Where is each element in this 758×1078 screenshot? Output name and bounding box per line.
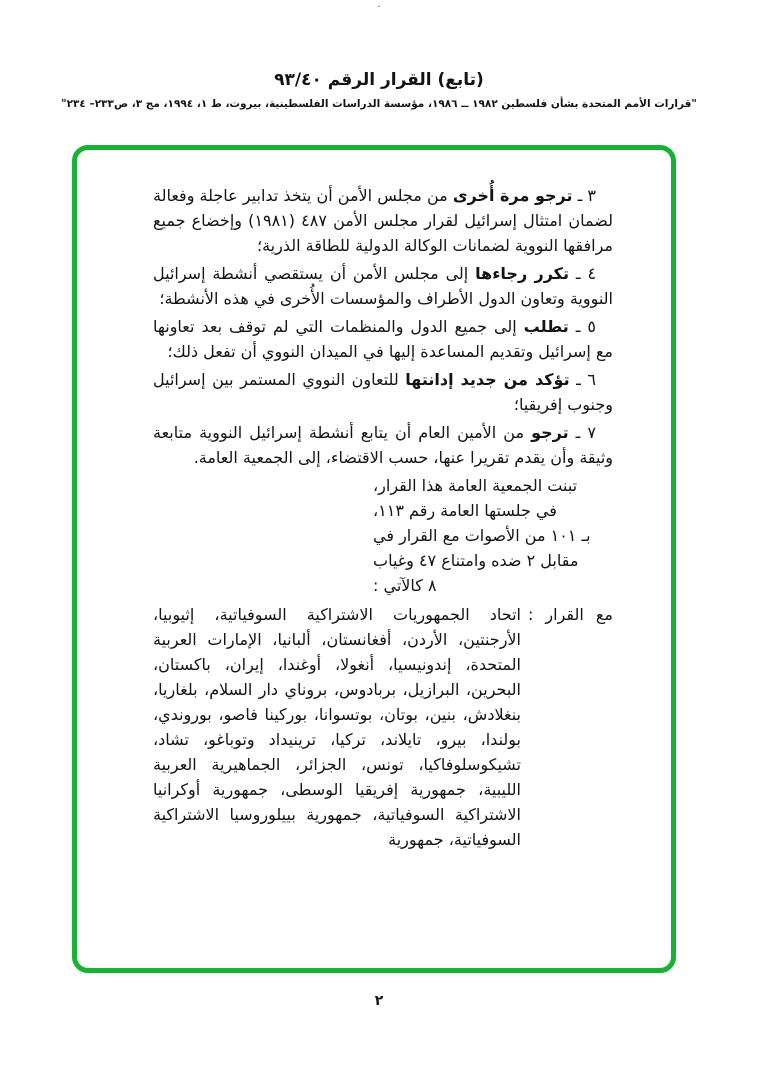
paragraph-3-number: ٣ ـ [572, 186, 596, 205]
paragraph-3-lead: ترجو مرة أُخرى [452, 186, 573, 205]
resolution-title: (تابع) القرار الرقم ٩٣/٤٠ [274, 70, 484, 90]
paragraph-6-text: للتعاون النووي المستمر بين إسرائيل وجنوب إفريقيا؛ [153, 370, 613, 414]
adoption-note [373, 473, 613, 598]
adoption-line: بـ ١٠١ من الأصوات مع القرار في [373, 526, 591, 545]
paragraph-4-number: ٤ ـ [569, 264, 597, 283]
vote-record [153, 602, 613, 852]
adoption-line: تبنت الجمعية العامة هذا القرار، [373, 476, 578, 495]
paragraph-6 [153, 367, 613, 417]
resolution-body [153, 183, 613, 852]
document-header [0, 70, 758, 110]
page-top-mark: · [377, 2, 381, 13]
adoption-line: ٨ كالآتي : [373, 576, 437, 595]
paragraph-4 [153, 261, 613, 311]
paragraph-5-lead: تطلب [523, 317, 569, 336]
source-citation: "قرارات الأمم المتحدة بشأن فلسطين ١٩٨٢ ــ ١٩٨٦، مؤسسة الدراسات الفلسطينية، بيروت، ط ١، ١٩٩٤، مج ٣، ص٢٣٣– ٢٣٤" [61, 98, 697, 110]
paragraph-6-number: ٦ ـ [569, 370, 597, 389]
paragraph-3 [153, 183, 613, 258]
vote-in-favour-label: مع القرار : [527, 605, 613, 624]
paragraph-4-text: إلى مجلس الأمن أن يستقصي أنشطة إسرائيل النووية وتعاون الدول الأطراف والمؤسسات الأُخرى في هذه الأنشطة؛ [153, 264, 613, 308]
adoption-line: مقابل ٢ ضده وامتناع ٤٧ وغياب [373, 551, 579, 570]
paragraph-4-lead: تكرر رجاءها [475, 264, 569, 283]
paragraph-6-lead: تؤكد من جديد إدانتها [405, 370, 570, 389]
page-number: ٢ [374, 993, 384, 1009]
paragraph-5-text: إلى جميع الدول والمنظمات التي لم توقف بعد تعاونها مع إسرائيل وتقديم المساعدة إليها في الميدان النووي أن تفعل ذلك؛ [153, 317, 613, 361]
paragraph-7-number: ٧ ـ [568, 423, 597, 442]
paragraph-5 [153, 314, 613, 364]
paragraph-3-text: من مجلس الأمن أن يتخذ تدابير عاجلة وفعالة لضمان امتثال إسرائيل لقرار مجلس الأمن ٤٨٧ (١٩٨١) وإخضاع جميع مرافقها النووية لضمانات الوكالة الدولية للطاقة الذرية؛ [153, 186, 614, 255]
paragraph-5-number: ٥ ـ [568, 317, 597, 336]
paragraph-7 [153, 420, 613, 470]
paragraph-7-lead: ترجو [531, 423, 569, 442]
highlight-frame [72, 145, 676, 973]
paragraph-7-text: من الأمين العام أن يتابع أنشطة إسرائيل النووية متابعة وثيقة وأن يقدم تقريرا عنها، حسب الاقتضاء، إلى الجمعية العامة. [153, 423, 613, 467]
adoption-line: في جلستها العامة رقم ١١٣، [373, 501, 557, 520]
vote-in-favour-countries: اتحاد الجمهوريات الاشتراكية السوفياتية، إثيوبيا، الأرجنتين، الأردن، أفغانستان، ألبانيا، الإمارات العربية المتحدة، إندونيسيا، أنغولا، أوغندا، إيران، باكستان، البحرين، البرازيل، بربادوس، بروناي دار السلام، بلغاريا، بنغلادش، بنين، بوتان، بوتسوانا، بوركينا فاصو، بوروندي، بولندا، بيرو، تايلاند، تركيا، ترينيداد وتوباغو، تشاد، تشيكوسلوفاكيا، تونس، الجزائر، الجماهيرية العربية الليبية، جمهورية إفريقيا الوسطى، جمهورية أوكرانيا الاشتراكية السوفياتية، جمهورية بييلوروسيا الاشتراكية السوفياتية، جمهورية [153, 605, 521, 849]
